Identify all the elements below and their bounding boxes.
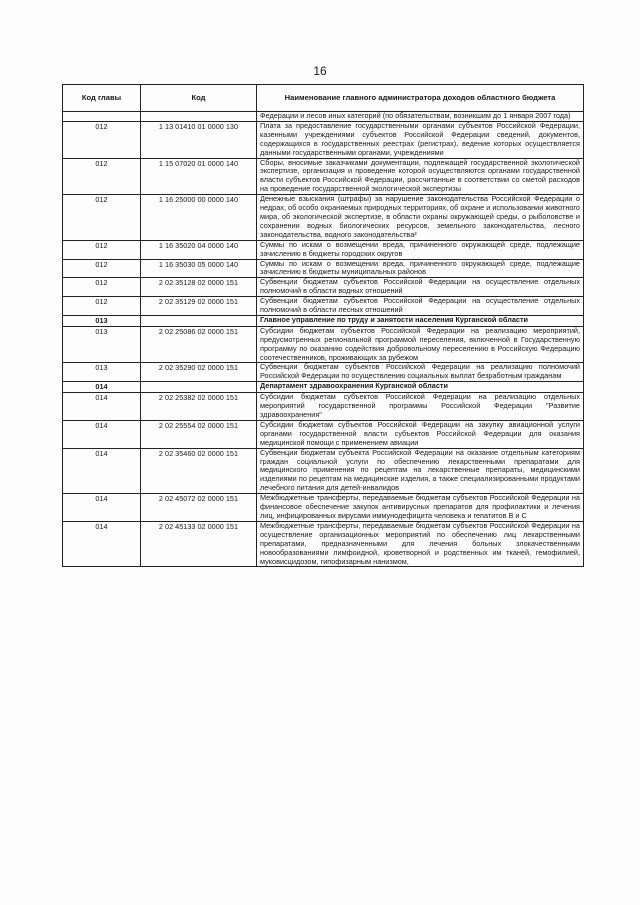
administrator-name-cell: Федерации и лесов иных категорий (по обязательствам, возникшим до 1 января 2007 года) [257, 112, 584, 122]
header-chapter-code: Код главы [63, 85, 141, 112]
chapter-code-cell: 014 [63, 494, 141, 522]
table-row [63, 240, 584, 259]
administrator-name-cell: Субсидии бюджетам субъектов Российской Федерации на закупку авиационной услуги органами государственной власти субъектов Российской Федерации для оказания медицинской помощи с применением авиации [257, 420, 584, 448]
table-row [63, 297, 584, 316]
revenue-code-cell: 1 16 25000 00 0000 140 [141, 195, 257, 241]
chapter-code-cell: 012 [63, 278, 141, 297]
table-row [63, 420, 584, 448]
administrator-name-cell: Департамент здравоохранения Курганской области [257, 382, 584, 393]
chapter-code-cell: 012 [63, 195, 141, 241]
header-code: Код [141, 85, 257, 112]
revenue-code-cell: 2 02 25382 02 0000 151 [141, 393, 257, 421]
chapter-code-cell: 014 [63, 382, 141, 393]
revenue-code-cell: 2 02 35129 02 0000 151 [141, 297, 257, 316]
administrator-name-cell: Субсидии бюджетам субъектов Российской Федерации на реализацию отдельных мероприятий государственной программы Российской Федерации "Развитие здравоохранения" [257, 393, 584, 421]
revenue-code-cell [141, 382, 257, 393]
chapter-code-cell: 013 [63, 326, 141, 363]
revenue-code-cell: 1 13 01410 01 0000 130 [141, 121, 257, 158]
table-row [63, 326, 584, 363]
section-row [63, 382, 584, 393]
revenue-code-cell: 2 02 45072 02 0000 151 [141, 494, 257, 522]
table-row [63, 158, 584, 195]
revenue-code-cell: 2 02 25086 02 0000 151 [141, 326, 257, 363]
revenue-code-cell: 2 02 25554 02 0000 151 [141, 420, 257, 448]
revenue-code-cell: 1 16 35030 05 0000 140 [141, 259, 257, 278]
table-row [63, 521, 584, 567]
administrator-name-cell: Денежные взыскания (штрафы) за нарушение законодательства Российской Федерации о недрах, об особо охраняемых природных территориях, об охране и использовании животного мира, об экологической экспертизе, в области охраны окружающей среды, о рыболовстве и сохранении водных биологических ресурсов, земельного законодательства, лесного законодательства, водного законодательства² [257, 195, 584, 241]
administrator-name-cell: Субвенции бюджетам субъектов Российской Федерации на реализацию полномочий Российской Федерации по осуществлению социальных выплат безработным гражданам [257, 363, 584, 382]
revenue-code-cell: 2 02 35460 02 0000 151 [141, 448, 257, 494]
revenue-code-cell [141, 112, 257, 122]
table-row [63, 195, 584, 241]
administrator-name-cell: Субвенции бюджетам субъектов Российской Федерации на осуществление отдельных полномочий в области водных отношений [257, 278, 584, 297]
chapter-code-cell: 013 [63, 363, 141, 382]
chapter-code-cell: 012 [63, 259, 141, 278]
section-row [63, 315, 584, 326]
chapter-code-cell [63, 112, 141, 122]
chapter-code-cell: 014 [63, 393, 141, 421]
revenue-code-cell: 2 02 45133 02 0000 151 [141, 521, 257, 567]
table-row [63, 494, 584, 522]
administrator-name-cell: Суммы по искам о возмещении вреда, причиненного окружающей среде, подлежащие зачислению в бюджеты городских округов [257, 240, 584, 259]
administrator-name-cell: Межбюджетные трансферты, передаваемые бюджетам субъектов Российской Федерации на осуществление организационных мероприятий по обеспечению лиц лекарственными препаратами, предназначенными для лечения больных злокачественными новообразованиями лимфоидной, кроветворной и родственных им тканей, гемофилией, муковисцидозом, гипофизарным нанизмом, [257, 521, 584, 567]
table-row [63, 121, 584, 158]
administrator-name-cell: Сборы, вносимые заказчиками документации, подлежащей государственной экологической экспертизе, организация и проведение которой осуществляются органами государственной власти субъектов Российской Федерации, рассчитанные в соответствии со сметой расходов на проведение государственной экологической экспертизы [257, 158, 584, 195]
chapter-code-cell: 014 [63, 448, 141, 494]
chapter-code-cell: 012 [63, 121, 141, 158]
revenue-code-cell: 1 16 35020 04 0000 140 [141, 240, 257, 259]
administrator-name-cell: Суммы по искам о возмещении вреда, причиненного окружающей среде, подлежащие зачислению в бюджеты муниципальных районов [257, 259, 584, 278]
revenue-administrators-table [62, 84, 584, 567]
table-body [63, 112, 584, 567]
chapter-code-cell: 013 [63, 315, 141, 326]
chapter-code-cell: 012 [63, 297, 141, 316]
administrator-name-cell: Субвенции бюджетам субъектов Российской Федерации на осуществление отдельных полномочий в области лесных отношений [257, 297, 584, 316]
administrator-name-cell: Главное управление по труду и занятости населения Курганской области [257, 315, 584, 326]
header-administrator-name: Наименование главного администратора доходов областного бюджета [257, 85, 584, 112]
administrator-name-cell: Субсидии бюджетам субъектов Российской Федерации на реализацию мероприятий, предусмотренных региональной программой переселения, включенной в Государственную программу по оказанию содействия добровольному переселению в Российскую Федерацию соотечественников, проживающих за рубежом [257, 326, 584, 363]
table-header-row [63, 85, 584, 112]
chapter-code-cell: 014 [63, 420, 141, 448]
table-row [63, 278, 584, 297]
chapter-code-cell: 012 [63, 158, 141, 195]
administrator-name-cell: Субвенции бюджетам субъекта Российской Федерации на оказание отдельным категориям граждан социальной услуги по обеспечению лекарственными препаратами для медицинского применения по рецептам на лекарственные препараты, медицинскими изделиями по рецептам на медицинские изделия, а также специализированными продуктами лечебного питания для детей-инвалидов [257, 448, 584, 494]
table-row [63, 259, 584, 278]
table-row [63, 393, 584, 421]
table-row [63, 448, 584, 494]
administrator-name-cell: Межбюджетные трансферты, передаваемые бюджетам субъектов Российской Федерации на финансовое обеспечение закупок антивирусных препаратов для профилактики и лечения лиц, инфицированных вирусами иммунодефицита человека и гепатитов В и С [257, 494, 584, 522]
revenue-code-cell [141, 315, 257, 326]
revenue-code-cell: 2 02 35290 02 0000 151 [141, 363, 257, 382]
chapter-code-cell: 012 [63, 240, 141, 259]
page-number: 16 [313, 64, 327, 78]
administrator-name-cell: Плата за предоставление государственными органами субъектов Российской Федерации, казенными учреждениями субъектов Российской Федерации сведений, документов, содержащихся в государственных реестрах (регистрах), ведение которых осуществляется данными государственными органами, учреждениями [257, 121, 584, 158]
revenue-code-cell: 2 02 35128 02 0000 151 [141, 278, 257, 297]
chapter-code-cell: 014 [63, 521, 141, 567]
revenue-code-cell: 1 15 07020 01 0000 140 [141, 158, 257, 195]
table-row [63, 363, 584, 382]
table-row [63, 112, 584, 122]
